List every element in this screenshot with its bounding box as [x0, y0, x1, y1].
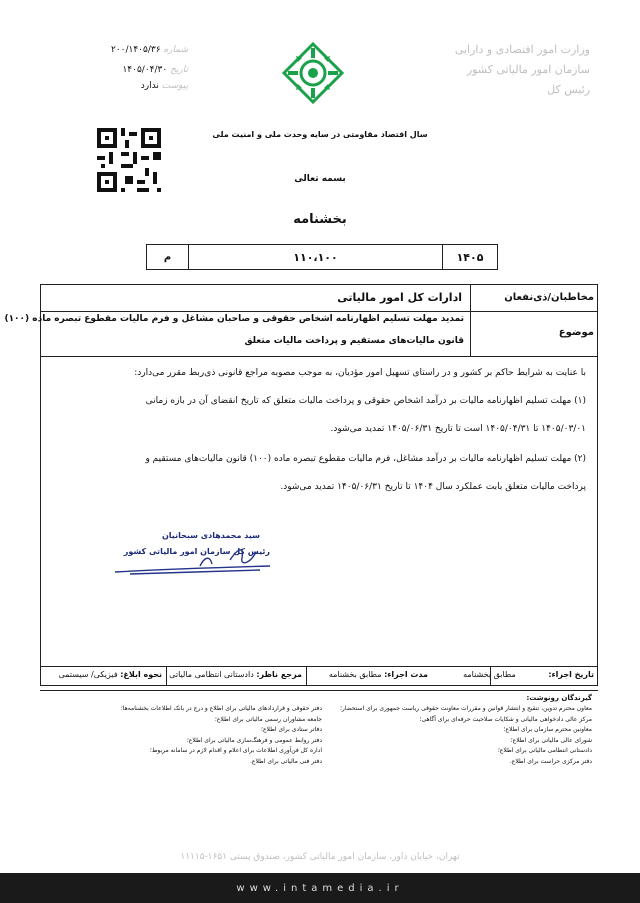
cc-divider: [40, 690, 598, 691]
number-serial-cell: [189, 245, 443, 269]
number-value: ۲۰۰/۱۴۰۵/۳۶: [110, 45, 161, 55]
delivery: [40, 670, 162, 679]
subject-label: موضوع: [558, 327, 594, 338]
cc-left-item: دفتر حقوقی و قراردادهای مالیاتی برای اطلاع و درج در بانک اطلاعات بخشنامه‌ها؛: [120, 705, 322, 712]
cc-right-item: دفتر مرکزی حراست برای اطلاع.: [509, 757, 592, 765]
date-value: ۱۴۰۵/۰۴/۳۰: [122, 65, 168, 75]
attachment-label: پیوست: [161, 81, 188, 91]
cc-right-item: شورای عالی مالیاتی برای اطلاع؛: [510, 736, 592, 744]
body-item-1-line-2: ۱۴۰۵/۰۳/۰۱ تا ۱۴۰۵/۰۴/۳۱ است تا تاریخ ۱۴۰۵/۰۶/۳۱ تمدید می‌شود.: [330, 424, 586, 434]
number-line: [88, 42, 188, 58]
number-year-cell: [443, 245, 497, 269]
cc-left-item: دفتر فنی مالیاتی برای اطلاع.: [249, 757, 322, 765]
attachment-value: ندارد: [140, 81, 159, 91]
ministry-line-3: رئیس کل: [547, 83, 590, 96]
slogan: سال اقتصاد مقاومتی در سایه وحدت ملی و امنیت ملی: [212, 130, 428, 139]
qr-code: [97, 128, 161, 192]
cc-right-item: دادستانی انتظامی مالیاتی برای اطلاع؛: [497, 747, 592, 754]
number-suffix-cell: [147, 245, 189, 269]
header-meta: [88, 42, 188, 94]
ministry-header: [440, 40, 590, 100]
body-item-1-line-1: (۱) مهلت تسلیم اظهارنامه مالیات بر درآمد اشخاص حقوقی و پرداخت مالیات متعلق که تاریخ انقضای آن در بازه زمانی: [145, 396, 586, 406]
date-line: [88, 62, 188, 78]
footer-address: تهران، خیابان داور، سازمان امور مالیاتی کشور، صندوق پستی ۱۶۵۱-۱۱۱۱۵: [180, 852, 460, 862]
exec-date-label: تاریخ اجراء:: [548, 670, 594, 679]
duration-label: مدت اجراء:: [384, 670, 428, 679]
watermark-text: www.intamedia.ir: [236, 882, 404, 894]
signatory-title: رئیس کل سازمان امور مالیاتی کشور: [123, 547, 270, 556]
recipients-label: مخاطبان/ذی‌نفعان: [504, 292, 594, 303]
cc-left-item: جامعه مشاوران رسمی مالیاتی برای اطلاع؛: [214, 715, 322, 723]
duration-value: مطابق بخشنامه: [328, 670, 382, 679]
body-item-2-line-2: پرداخت مالیات متعلق بابت عملکرد سال ۱۴۰۴ تا تاریخ ۱۴۰۵/۰۶/۳۱ تمدید می‌شود.: [280, 482, 586, 492]
signatory-name: سید محمدهادی سبحانیان: [161, 531, 260, 540]
delivery-label: نحوه ابلاغ:: [120, 670, 162, 679]
label-column-divider: [470, 284, 471, 356]
cc-right-item: معاون محترم تدوین، تنقیح و انتشار قوانین و مقررات معاونت حقوقی ریاست جمهوری برای استحضار؛: [339, 705, 592, 712]
body-intro: با عنایت به شرایط حاکم بر کشور و در راستای تسهیل امور مؤدیان، به موجب مصوبه مراجع قانونی ذی‌ربط مقرر می‌دارد:: [134, 368, 586, 378]
delivery-value: فیزیکی/ سیستمی: [58, 670, 118, 679]
tax-organization-logo: [282, 42, 344, 104]
number-suffix: م: [163, 251, 172, 263]
handwritten-signature: [110, 540, 280, 580]
attachment-line: [88, 78, 188, 94]
body-item-2-line-1: (۲) مهلت تسلیم اظهارنامه مالیات بر درآمد مشاغل، فرم مالیات مقطوع تبصره ماده (۱۰۰) قانون مالیات‌های مستقیم و: [145, 454, 586, 464]
date-label: تاریخ: [170, 65, 188, 75]
circular-number-row: [146, 244, 498, 270]
authority-value: دادستانی انتظامی مالیاتی: [169, 670, 254, 679]
recipients-value: ادارات کل امور مالیاتی: [337, 291, 462, 304]
cc-title: گیرندگان رونوشت:: [526, 694, 592, 702]
number-year: ۱۴۰۵: [456, 250, 484, 264]
exec-date-value: مطابق بخشنامه: [463, 670, 516, 679]
subject-line-1: تمدید مهلت تسلیم اظهارنامه اشخاص حقوقی و صاحبان مشاغل و فرم مالیات مقطوع تبصره ماده (۱۰۰): [4, 314, 464, 324]
cc-left-item: دفاتر ستادی برای اطلاع؛: [261, 726, 322, 733]
ministry-line-1: وزارت امور اقتصادی و دارایی: [454, 43, 590, 56]
document-title: بخشنامه: [293, 212, 347, 227]
subject-line-2: قانون مالیات‌های مستقیم و پرداخت مالیات متعلق: [244, 336, 464, 346]
authority-label: مرجع ناظر:: [256, 670, 302, 679]
ministry-line-2: سازمان امور مالیاتی کشور: [466, 63, 590, 76]
subject-divider: [40, 356, 598, 357]
watermark-band: [0, 873, 640, 903]
cc-right-item: مرکز عالی دادخواهی مالیاتی و شکایات صلاحیت حرفه‌ای برای آگاهی؛: [419, 715, 592, 723]
cc-left-list: [50, 704, 322, 767]
bismillah: بسمه تعالی: [294, 174, 346, 184]
number-label: شماره: [163, 45, 188, 55]
cc-left-item: اداره کل فن‌آوری اطلاعات برای اعلام و اقدام لازم در سامانه مربوط؛: [149, 747, 322, 754]
cc-left-item: دفتر روابط عمومی و فرهنگ‌سازی مالیاتی برای اطلاع؛: [186, 736, 322, 744]
cc-right-item: معاونین محترم سازمان برای اطلاع؛: [503, 726, 592, 733]
number-serial: ۱۱۰،۱۰۰: [293, 250, 338, 264]
cc-right-list: [330, 704, 592, 767]
recipients-divider: [40, 311, 598, 312]
